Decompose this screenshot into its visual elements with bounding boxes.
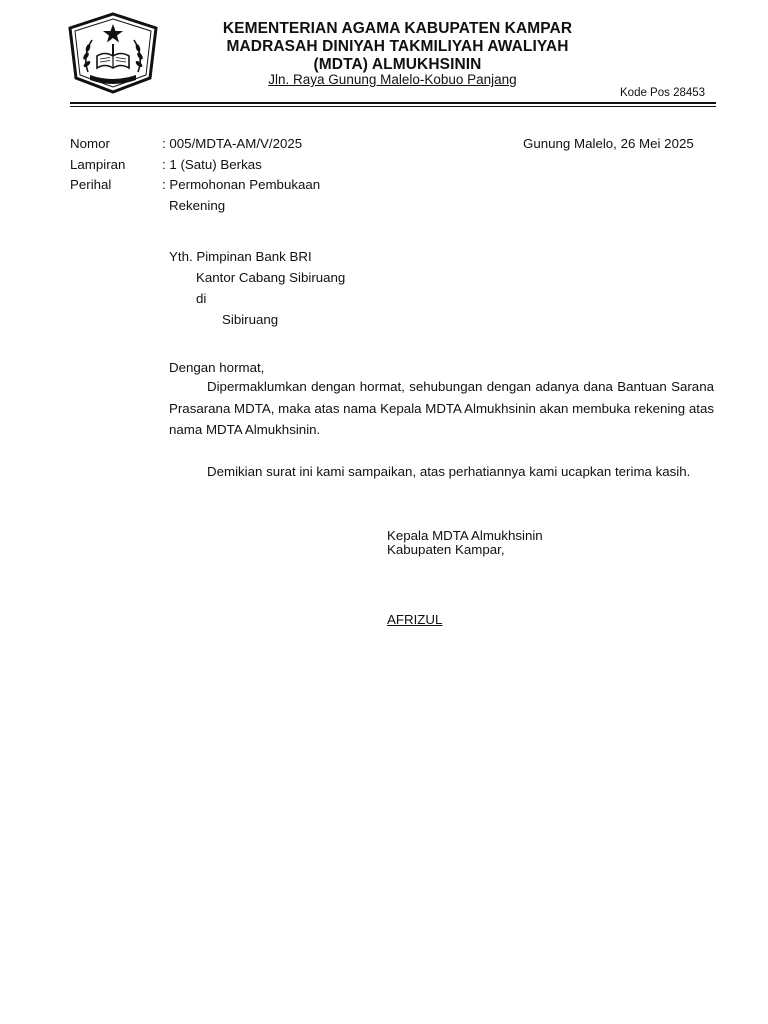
header-address: Jln. Raya Gunung Malelo-Kobuo Panjang [268,72,517,87]
recipient-line-3: di [196,291,207,306]
perihal-value-continued: Rekening [169,198,226,213]
header-divider-thick [70,102,716,104]
recipient-line-2: Kantor Cabang Sibiruang [196,270,346,285]
recipient-line-4: Sibiruang [222,312,279,327]
place-date: Gunung Malelo, 26 Mei 2025 [523,136,694,151]
postal-code: Kode Pos 28453 [620,87,706,99]
body-paragraph: Dipermaklumkan dengan hormat, sehubungan dengan adanya dana Bantuan Sarana Prasarana MDTA, maka atas nama Kepala MDTA Almukhsinin akan membuka rekening atas nama MDTA Almukhsinin. [169,379,714,437]
closing-sentence: Demikian surat ini kami sampaikan, atas perhatiannya kami ucapkan terima kasih. [207,464,691,479]
lampiran-value: : 1 (Satu) Berkas [162,157,262,172]
header-line-3: (MDTA) ALMUKHSININ [313,56,482,73]
header-line-2: MADRASAH DINIYAH TAKMILIYAH AWALIYAH [226,38,569,55]
header-divider-thin [70,106,716,107]
nomor-label: Nomor [70,136,110,151]
signature-title-1: Kepala MDTA Almukhsinin [387,528,543,543]
signatory-name: AFRIZUL [387,612,443,627]
lampiran-label: Lampiran [70,157,126,172]
perihal-value: : Permohonan Pembukaan [162,177,321,192]
kemenag-logo [66,12,160,94]
signature-title-2: Kabupaten Kampar, [387,542,505,557]
nomor-value: : 005/MDTA-AM/V/2025 [162,136,303,151]
header-line-1: KEMENTERIAN AGAMA KABUPATEN KAMPAR [222,20,573,37]
perihal-label: Perihal [70,177,112,192]
greeting: Dengan hormat, [169,360,265,375]
recipient-line-1: Yth. Pimpinan Bank BRI [169,249,312,264]
